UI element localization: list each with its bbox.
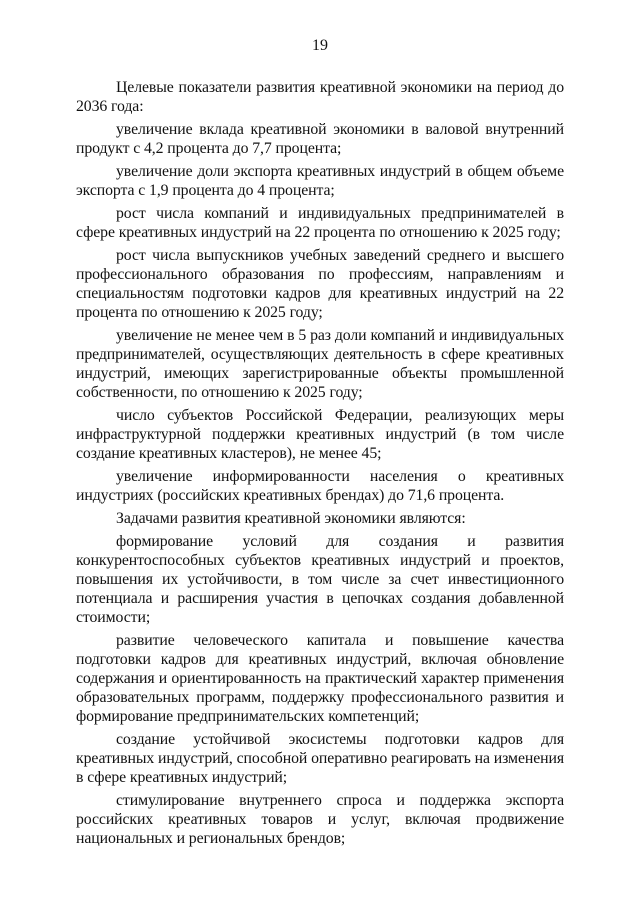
document-body xyxy=(76,78,564,848)
paragraph-regions-support: число субъектов Российской Федерации, реализующих меры инфраструктурной поддержки креативных индустрий (в том числе создание креативных кластеров), не менее 45; xyxy=(76,407,564,462)
paragraph-export-share: увеличение доли экспорта креативных индустрий в общем объеме экспорта с 1,9 процента до 4 процента; xyxy=(76,163,564,199)
page-number: 19 xyxy=(312,37,328,54)
paragraph-task-demand-export: стимулирование внутреннего спроса и поддержка экспорта российских креативных товаров и услуг, включая продвижение национальных и региональных брендов; xyxy=(76,792,564,847)
paragraph-task-conditions: формирование условий для создания и развития конкурентоспособных субъектов креативных индустрий и проектов, повышения их устойчивости, в том числе за счет инвестиционного потенциала и расширения участия в цепочках создания добавленной стоимости; xyxy=(76,533,564,626)
paragraph-tasks-heading: Задачами развития креативной экономики являются: xyxy=(116,510,466,527)
paragraph-awareness: увеличение информированности населения о креативных индустриях (российских креативных брендах) до 71,6 процента. xyxy=(76,468,564,504)
paragraph-task-ecosystem: создание устойчивой экосистемы подготовки кадров для креативных индустрий, способной оперативно реагировать на изменения в сфере креативных индустрий; xyxy=(76,731,564,786)
paragraph-targets-heading: Целевые показатели развития креативной экономики на период до 2036 года: xyxy=(76,79,564,115)
paragraph-industrial-property: увеличение не менее чем в 5 раз доли компаний и индивидуальных предпринимателей, осуществляющих деятельность в сфере креативных индустрий, имеющих зарегистрированные объекты промышленной собственности, по отношению к 2025 году; xyxy=(76,327,564,401)
paragraph-gdp-contribution: увеличение вклада креативной экономики в валовой внутренний продукт с 4,2 процента до 7,7 процента; xyxy=(76,121,564,157)
paragraph-task-human-capital: развитие человеческого капитала и повышение качества подготовки кадров для креативных индустрий, включая обновление содержания и ориентированность на практический характер применения образовательных программ, поддержку профессионального развития и формирование предпринимательских компетенций; xyxy=(76,632,564,725)
paragraph-graduates-growth: рост числа выпускников учебных заведений среднего и высшего профессионального образования по профессиям, направлениям и специальностям подготовки кадров для креативных индустрий на 22 процента по отношению к 2025 году; xyxy=(76,247,564,321)
paragraph-companies-growth: рост числа компаний и индивидуальных предпринимателей в сфере креативных индустрий на 22 процента по отношению к 2025 году; xyxy=(76,205,564,241)
